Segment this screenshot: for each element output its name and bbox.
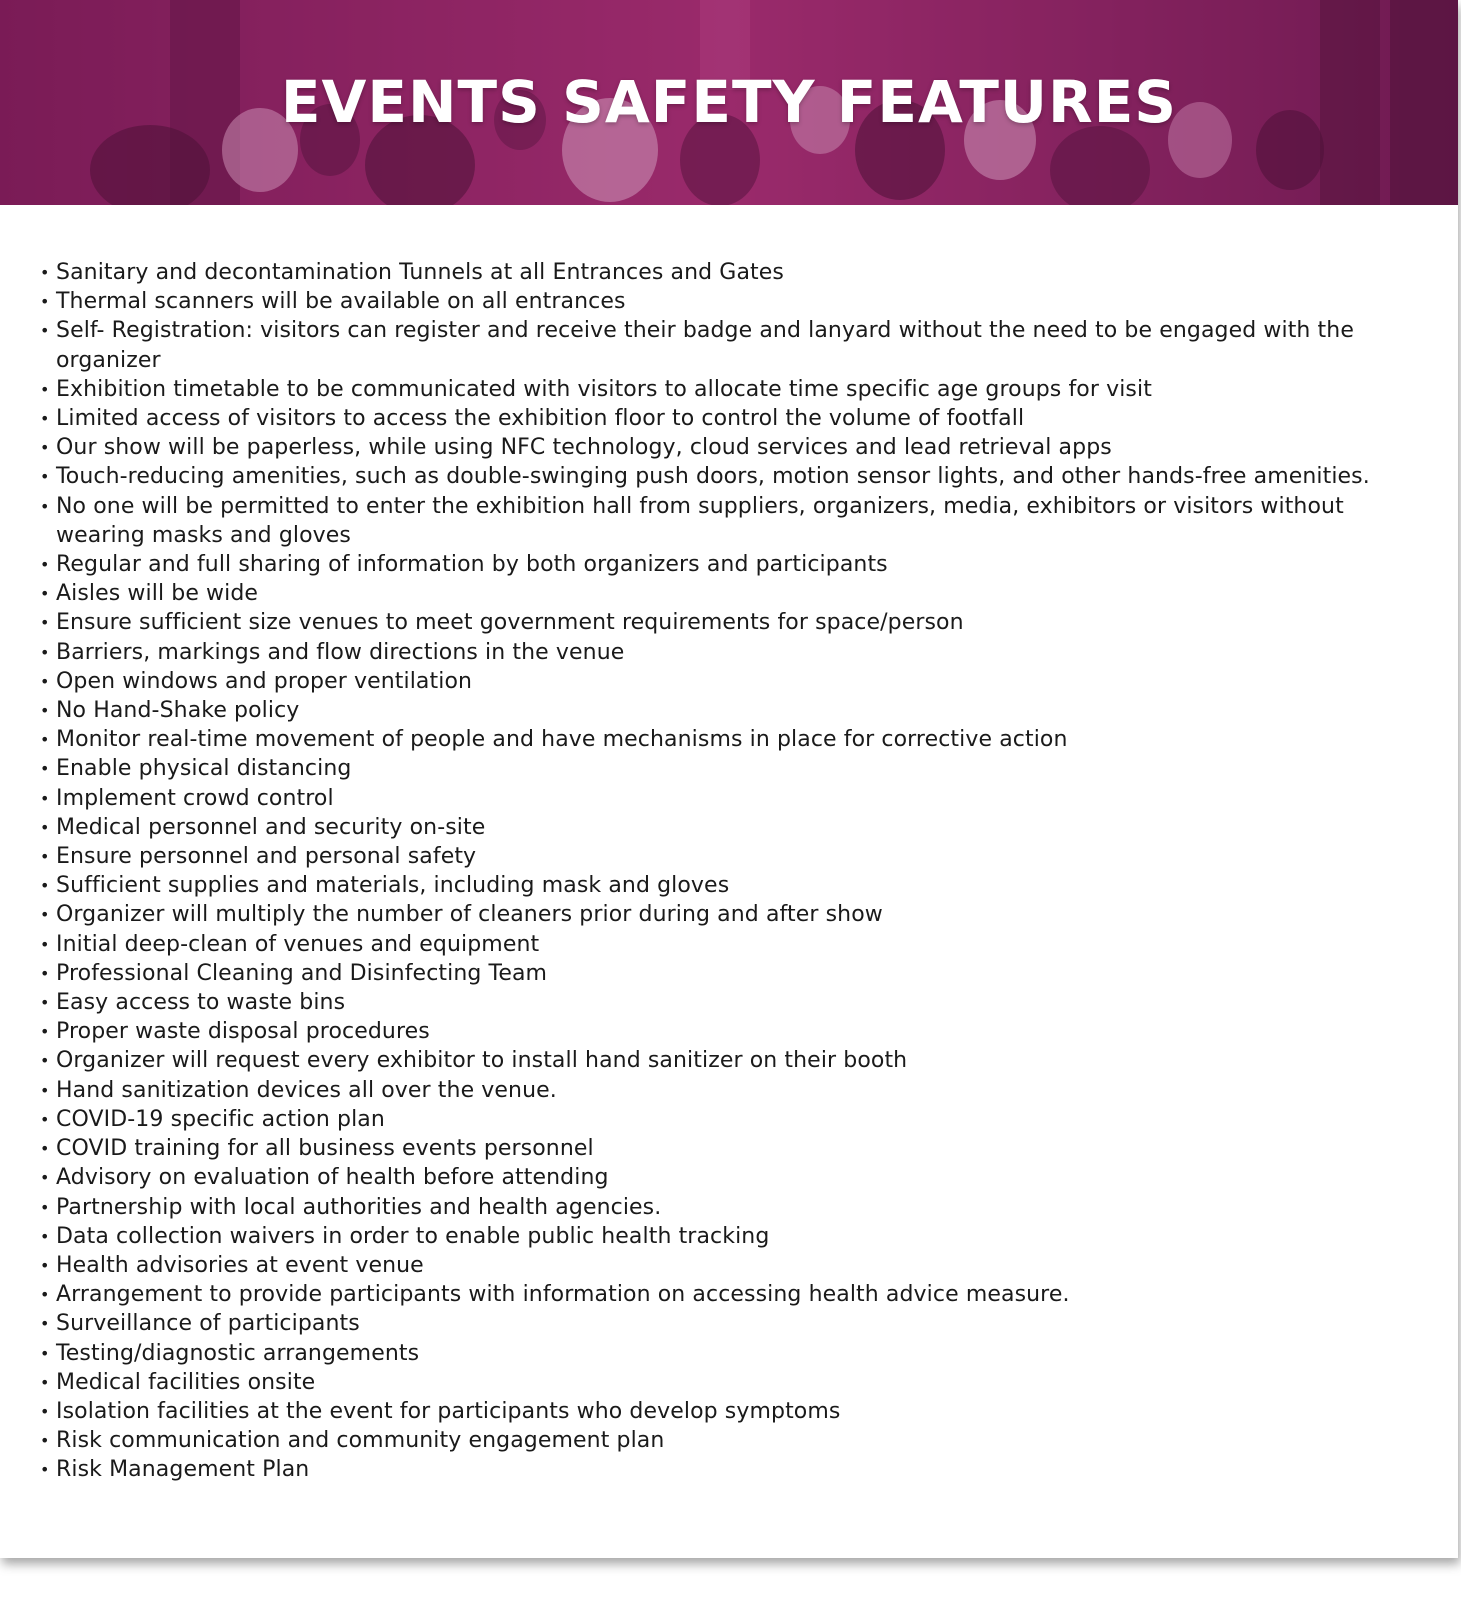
list-item-text: COVID-19 specific action plan xyxy=(56,1106,385,1132)
bullet-icon: • xyxy=(40,1372,50,1392)
bullet-icon: • xyxy=(40,1401,50,1421)
bullet-icon: • xyxy=(40,1022,50,1042)
list-item xyxy=(40,258,1400,287)
list-item xyxy=(40,579,1400,608)
list-item-text: Surveillance of participants xyxy=(56,1311,360,1337)
list-item xyxy=(40,462,1400,491)
bullet-icon: • xyxy=(40,1197,50,1217)
list-item-text: Open windows and proper ventilation xyxy=(56,668,473,694)
list-item xyxy=(40,1339,1400,1368)
list-item-text: Ensure personnel and personal safety xyxy=(56,844,477,870)
list-item-text: Monitor real-time movement of people and have mechanisms in place for corrective action xyxy=(56,727,1068,753)
list-item-text: Medical personnel and security on-site xyxy=(56,814,486,840)
list-item-text: Organizer will request every exhibitor to install hand sanitizer on their booth xyxy=(56,1048,908,1074)
list-item xyxy=(40,725,1400,754)
list-item-text: Thermal scanners will be available on all entrances xyxy=(56,289,626,315)
list-item xyxy=(40,1046,1400,1075)
bullet-icon: • xyxy=(40,555,50,575)
list-item-text: Health advisories at event venue xyxy=(56,1252,424,1278)
list-item xyxy=(40,1105,1400,1134)
bullet-icon: • xyxy=(40,817,50,837)
bullet-icon: • xyxy=(40,613,50,633)
bullet-icon: • xyxy=(40,993,50,1013)
list-item xyxy=(40,375,1400,404)
safety-features-list xyxy=(40,258,1400,1485)
list-item xyxy=(40,959,1400,988)
list-item-text: Initial deep-clean of venues and equipment xyxy=(56,931,540,957)
bullet-icon: • xyxy=(40,701,50,721)
bullet-icon: • xyxy=(40,263,50,282)
bullet-icon: • xyxy=(40,496,50,516)
header-banner xyxy=(0,0,1458,205)
list-item xyxy=(40,784,1400,813)
bullet-icon: • xyxy=(40,788,50,808)
list-item xyxy=(40,930,1400,959)
bullet-icon: • xyxy=(40,1080,50,1100)
bullet-icon: • xyxy=(40,1460,50,1480)
list-item xyxy=(40,287,1400,316)
list-item-text: No one will be permitted to enter the exhibition hall from suppliers, organizers, media, exhibitors or visitors without wearing masks and gloves xyxy=(56,493,1344,548)
list-item-text: Sufficient supplies and materials, including mask and gloves xyxy=(56,873,730,899)
list-item xyxy=(40,404,1400,433)
list-item xyxy=(40,1076,1400,1105)
list-item-text: Risk Management Plan xyxy=(56,1457,310,1483)
list-item xyxy=(40,608,1400,637)
list-item xyxy=(40,1134,1400,1163)
list-item xyxy=(40,842,1400,871)
bullet-icon: • xyxy=(40,963,50,983)
list-item xyxy=(40,1280,1400,1309)
list-item-text: No Hand-Shake policy xyxy=(56,698,300,724)
list-item-text: Barriers, markings and flow directions in the venue xyxy=(56,639,625,665)
list-item-text: Regular and full sharing of information by both organizers and participants xyxy=(56,552,888,578)
list-item-text: Testing/diagnostic arrangements xyxy=(56,1340,420,1366)
list-item xyxy=(40,1193,1400,1222)
list-item xyxy=(40,1368,1400,1397)
bullet-icon: • xyxy=(40,1051,50,1071)
list-item xyxy=(40,433,1400,462)
bullet-icon: • xyxy=(40,1139,50,1159)
bullet-icon: • xyxy=(40,379,50,399)
list-item xyxy=(40,667,1400,696)
list-item-text: Data collection waivers in order to enable public health tracking xyxy=(56,1223,770,1249)
list-item-text: Sanitary and decontamination Tunnels at all Entrances and Gates xyxy=(56,260,784,285)
page-title: EVENTS SAFETY FEATURES xyxy=(280,68,1178,136)
list-item xyxy=(40,754,1400,783)
list-item-text: Partnership with local authorities and health agencies. xyxy=(56,1194,662,1220)
list-item xyxy=(40,1455,1400,1484)
list-item xyxy=(40,696,1400,725)
list-item-text: Self- Registration: visitors can register and receive their badge and lanyard without the need to be engaged with the organizer xyxy=(56,318,1354,373)
bullet-icon: • xyxy=(40,1255,50,1275)
list-item xyxy=(40,1251,1400,1280)
bullet-icon: • xyxy=(40,847,50,867)
list-item-text: Medical facilities onsite xyxy=(56,1369,316,1395)
list-item xyxy=(40,1397,1400,1426)
bullet-icon: • xyxy=(40,876,50,896)
bullet-icon: • xyxy=(40,1314,50,1334)
list-item xyxy=(40,900,1400,929)
list-item-text: Proper waste disposal procedures xyxy=(56,1019,430,1045)
bullet-icon: • xyxy=(40,1109,50,1129)
list-item xyxy=(40,871,1400,900)
list-item xyxy=(40,1163,1400,1192)
list-item xyxy=(40,1017,1400,1046)
bullet-icon: • xyxy=(40,321,50,341)
list-item-text: Hand sanitization devices all over the venue. xyxy=(56,1077,557,1103)
list-item-text: Risk communication and community engagement plan xyxy=(56,1428,665,1454)
bullet-icon: • xyxy=(40,292,50,312)
bullet-icon: • xyxy=(40,1168,50,1188)
list-item-text: Easy access to waste bins xyxy=(56,990,346,1016)
bullet-icon: • xyxy=(40,905,50,925)
list-item xyxy=(40,316,1400,374)
bullet-icon: • xyxy=(40,409,50,429)
list-item xyxy=(40,988,1400,1017)
bullet-icon: • xyxy=(40,438,50,458)
list-item xyxy=(40,813,1400,842)
list-item-text: Ensure sufficient size venues to meet government requirements for space/person xyxy=(56,610,964,636)
bullet-icon: • xyxy=(40,730,50,750)
bullet-icon: • xyxy=(40,759,50,779)
list-item-text: Advisory on evaluation of health before attending xyxy=(56,1165,609,1191)
bullet-icon: • xyxy=(40,584,50,604)
bullet-icon: • xyxy=(40,1285,50,1305)
bullet-icon: • xyxy=(40,1431,50,1451)
bullet-icon: • xyxy=(40,467,50,487)
bullet-icon: • xyxy=(40,642,50,662)
list-item xyxy=(40,1222,1400,1251)
list-item-text: Isolation facilities at the event for participants who develop symptoms xyxy=(56,1398,841,1424)
list-item-text: Limited access of visitors to access the exhibition floor to control the volume of footfall xyxy=(56,406,1025,432)
list-item-text: Exhibition timetable to be communicated with visitors to allocate time specific age groups for visit xyxy=(56,376,1152,402)
list-item-text: Aisles will be wide xyxy=(56,581,259,607)
bullet-icon: • xyxy=(40,671,50,691)
list-item-text: Touch-reducing amenities, such as double-swinging push doors, motion sensor lights, and other hands-free amenities. xyxy=(56,464,1370,490)
list-item xyxy=(40,638,1400,667)
list-item-text: Arrangement to provide participants with information on accessing health advice measure. xyxy=(56,1282,1070,1308)
list-item-text: Our show will be paperless, while using NFC technology, cloud services and lead retrieval apps xyxy=(56,435,1112,461)
list-item-text: Professional Cleaning and Disinfecting Team xyxy=(56,960,548,986)
list-item xyxy=(40,1426,1400,1455)
bullet-icon: • xyxy=(40,934,50,954)
bullet-icon: • xyxy=(40,1226,50,1246)
list-item-text: COVID training for all business events personnel xyxy=(56,1136,594,1162)
list-item xyxy=(40,492,1400,550)
list-item-text: Implement crowd control xyxy=(56,785,334,811)
bullet-icon: • xyxy=(40,1343,50,1363)
list-item-text: Organizer will multiply the number of cleaners prior during and after show xyxy=(56,902,883,928)
list-item-text: Enable physical distancing xyxy=(56,756,352,782)
list-item xyxy=(40,550,1400,579)
list-item xyxy=(40,1309,1400,1338)
